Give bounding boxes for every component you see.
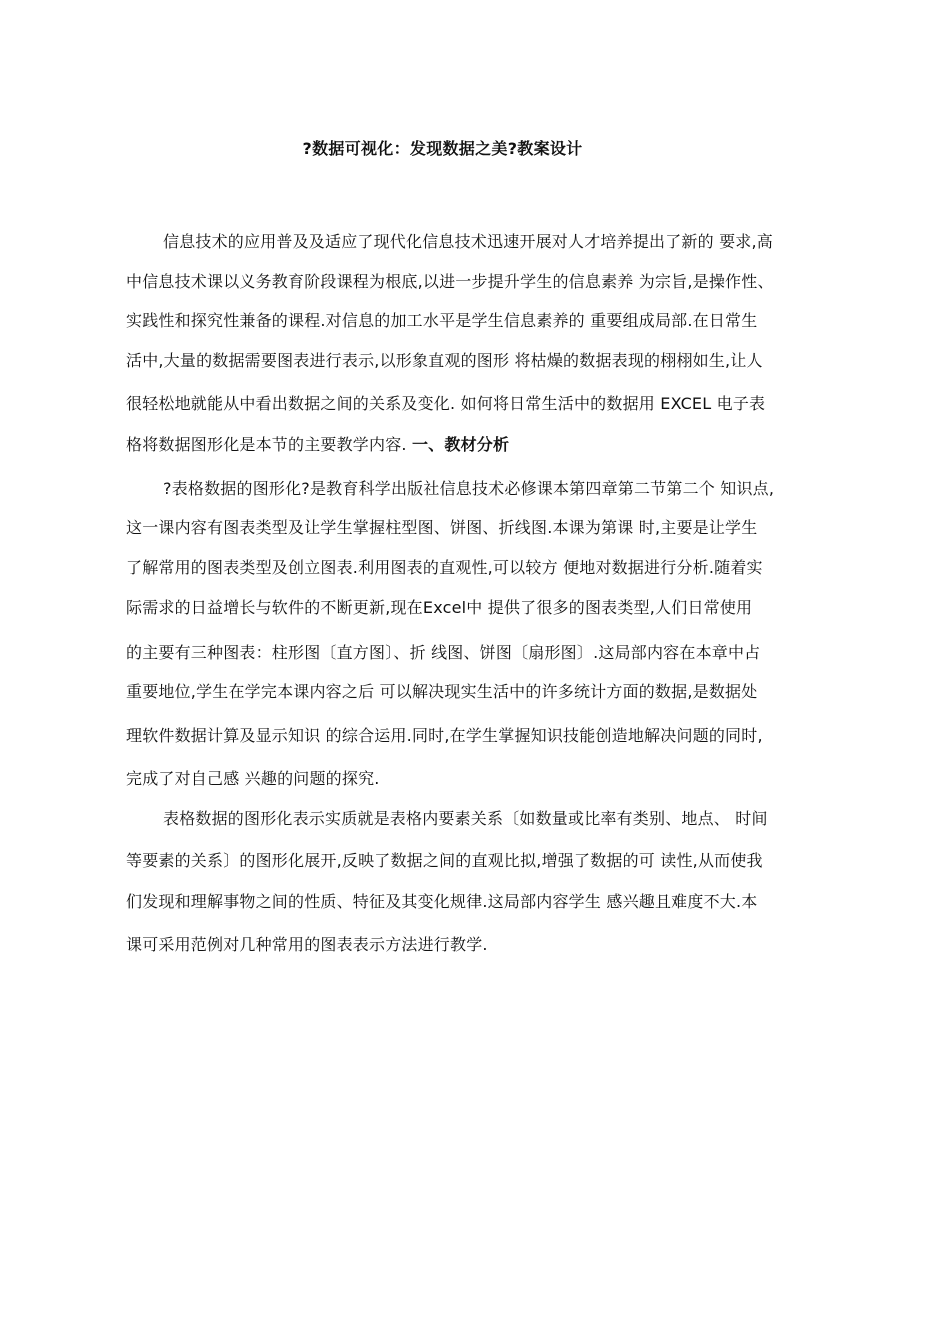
intro-line-2: 中信息技术课以义务教育阶段课程为根底,以进一步提升学生的信息素养 为宗旨,是操作性、 [126,272,774,291]
intro-line-4: 活中,大量的数据需要图表进行表示,以形象直观的图形 将枯燥的数据表现的栩栩如生,让人 [126,351,763,370]
section-heading: 一、教材分析 [411,435,510,454]
intro-line-1: 信息技术的应用普及及适应了现代化信息技术迅速开展对人才培养提出了新的 要求,高 [163,232,773,251]
intro-line-5: 很轻松地就能从中看出数据之间的关系及变化. 如何将日常生活中的数据用 EXCEL 电子表 [126,394,766,413]
para1-line-4: 际需求的日益增长与软件的不断更新,现在Excel中 提供了很多的图表类型,人们日常使用 [126,598,753,617]
document-title: ?数据可视化：发现数据之美?教案设计 [302,139,583,158]
intro-line-3: 实践性和探究性兼备的课程.对信息的加工水平是学生信息素养的 重要组成局部.在日常生 [126,311,758,330]
para2-line-4: 课可采用范例对几种常用的图表表示方法进行教学. [126,935,488,954]
para1-line-7: 理软件数据计算及显示知识 的综合运用.同时,在学生掌握知识技能创造地解决问题的同时, [126,726,763,745]
para1-line-1: ?表格数据的图形化?是教育科学出版社信息技术必修课本第四章第二节第二个 知识点, [163,479,775,498]
para2-line-1: 表格数据的图形化表示实质就是表格内要素关系〔如数量或比率有类别、地点、 时间 [163,809,768,828]
intro-line-6-text: 格将数据图形化是本节的主要教学内容. [126,435,412,454]
para1-line-3: 了解常用的图表类型及创立图表.利用图表的直观性,可以较方 便地对数据进行分析.随着实 [126,558,763,577]
para1-line-5: 的主要有三种图表：柱形图〔直方图〕、折 线图、饼图〔扇形图〕.这局部内容在本章中占 [126,643,761,662]
para2-line-3: 们发现和理解事物之间的性质、特征及其变化规律.这局部内容学生 感兴趣且难度不大.本 [126,892,758,911]
para2-line-2: 等要素的关系〕的图形化展开,反映了数据之间的直观比拟,增强了数据的可 读性,从而使我 [126,851,763,870]
para1-line-8: 完成了对自己感 兴趣的问题的探究. [126,769,380,788]
para1-line-2: 这一课内容有图表类型及让学生掌握柱型图、饼图、折线图.本课为第课 时,主要是让学生 [126,518,758,537]
intro-line-6 [126,434,866,456]
para1-line-6: 重要地位,学生在学完本课内容之后 可以解决现实生活中的许多统计方面的数据,是数据处 [126,682,758,701]
